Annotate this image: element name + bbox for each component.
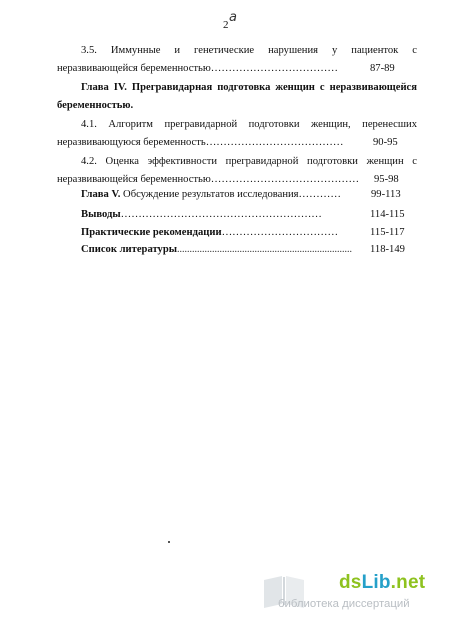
toc-recommendations-pages: 115-117 [370,227,405,238]
toc-chapter-5-label: Глава V. [81,189,121,200]
toc-recommendations-dots: …………………………… [221,227,339,238]
toc-entry-3-5-line2: неразвивающейся беременностью……………………………… [57,63,338,74]
toc-references-label: Список литературы [81,244,178,255]
watermark-logo-lib: Lib [361,572,391,593]
handwritten-mark: a [229,10,237,25]
toc-recommendations-label: Практические рекомендации [81,227,222,238]
watermark [258,572,444,618]
toc-entry-4-1-line1: 4.1. Алгоритм прегравидарной подготовки женщин, перенесших [81,119,417,130]
toc-conclusions-dots: ………………………………………………… [120,209,322,220]
stray-mark [168,541,170,543]
toc-entry-3-5-line1: 3.5. Иммунные и генетические нарушения у пациенток с [81,45,417,56]
toc-recommendations [81,226,338,239]
toc-references-dots: ...................................................................... [177,244,353,255]
watermark-logo-net: .net [390,572,426,593]
toc-chapter-5 [81,188,341,201]
toc-entry-4-2-pages: 95-98 [374,174,399,185]
toc-references [81,243,352,256]
toc-entry-3-5-pages: 87-89 [370,63,395,74]
toc-entry-4-2-line2: неразвивающейся беременностью…………………………………… [57,174,360,185]
watermark-subtitle: библиотека диссертаций [278,598,410,610]
toc-references-pages: 118-149 [370,244,405,255]
toc-entry-4-1-line2: неразвивающуюся беременность………………………………… [57,137,344,148]
watermark-logo-ds: ds [339,572,362,593]
toc-conclusions-pages: 114-115 [370,209,405,220]
page-number: 2 [223,19,229,31]
toc-conclusions [81,208,322,221]
toc-chapter-5-title: Обсуждение результатов исследования………… [120,189,341,200]
toc-entry-4-2-line1: 4.2. Оценка эффективности прегравидарной подготовки женщин с [81,156,417,167]
watermark-logo [339,572,425,594]
toc-chapter-4-line1: Глава IV. Прегравидарная подготовка женщин с неразвивающейся [81,82,417,93]
toc-chapter-4-line2: беременностью. [57,100,134,111]
toc-conclusions-label: Выводы [81,209,121,220]
toc-entry-4-1-pages: 90-95 [373,137,398,148]
toc-chapter-5-pages: 99-113 [371,189,401,200]
